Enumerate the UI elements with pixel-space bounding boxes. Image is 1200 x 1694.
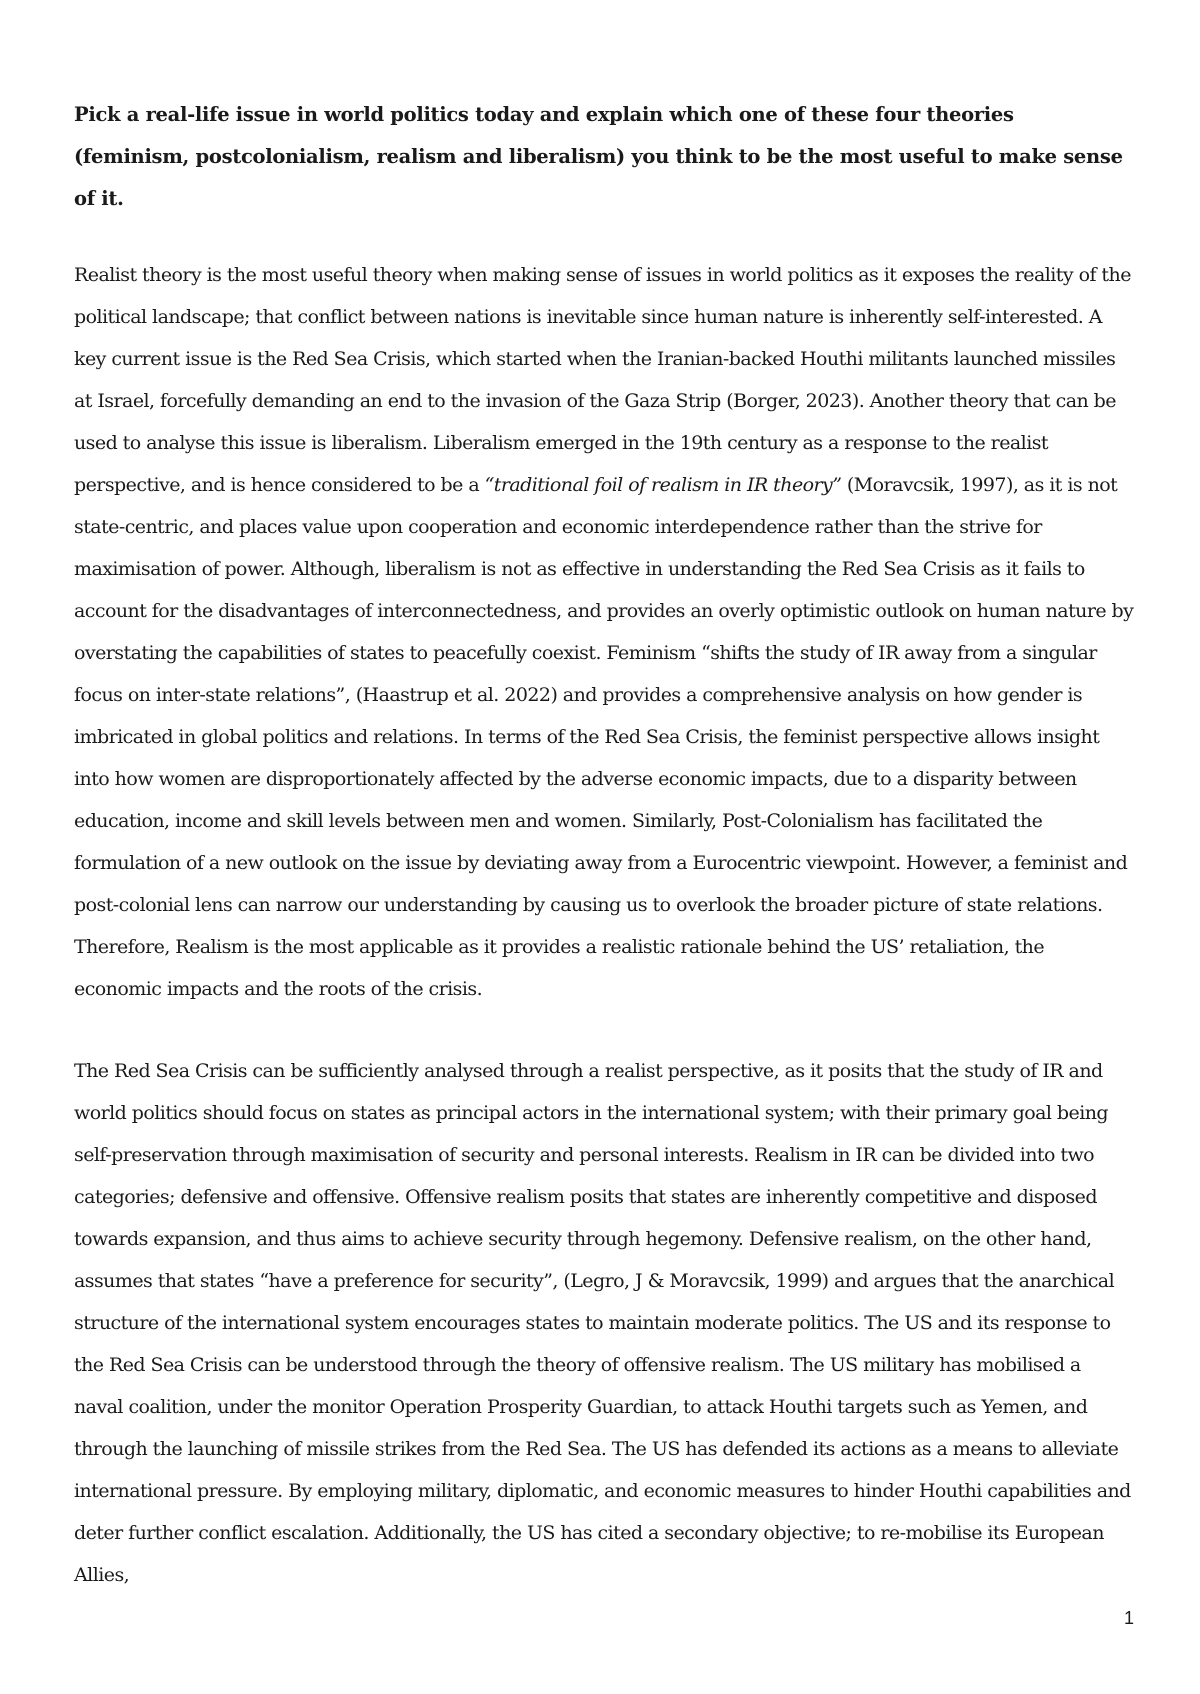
- page-number: 1: [1123, 1608, 1134, 1628]
- paragraph-text: Realist theory is the most useful theory when making sense of issues in world politics as it exposes the reality of the political landscape; that conflict between nations is inevitable since human nature is inherently self-interested. A key current issue is the Red Sea Crisis, which started when the Iranian-backed Houthi militants launched missiles at Israel, forcefully demanding an end to the invasion of the Gaza Strip (Borger, 2023). Another theory that can be used to analyse this issue is liberalism. Liberalism emerged in the 19th century as a response to the realist perspective, and is hence considered to be a: [74, 264, 1131, 496]
- document-body: [74, 94, 1134, 1596]
- paragraph-realism-analysis: The Red Sea Crisis can be sufficiently analysed through a realist perspective, as it posits that the study of IR and world politics should focus on states as principal actors in the international system; with their primary goal being self-preservation through maximisation of security and personal interests. Realism in IR can be divided into two categories; defensive and offensive. Offensive realism posits that states are inherently competitive and disposed towards expansion, and thus aims to achieve security through hegemony. Defensive realism, on the other hand, assumes that states “have a preference for security”, (Legro, J & Moravcsik, 1999) and argues that the anarchical structure of the international system encourages states to maintain moderate politics. The US and its response to the Red Sea Crisis can be understood through the theory of offensive realism. The US military has mobilised a naval coalition, under the monitor Operation Prosperity Guardian, to attack Houthi targets such as Yemen, and through the launching of missile strikes from the Red Sea. The US has defended its actions as a means to alleviate international pressure. By employing military, diplomatic, and economic measures to hinder Houthi capabilities and deter further conflict escalation. Additionally, the US has cited a secondary objective; to re-mobilise its European Allies,: [74, 1060, 1131, 1586]
- spacer: [74, 1010, 1134, 1050]
- paragraph-introduction: [74, 254, 1134, 1010]
- spacer: [74, 220, 1134, 254]
- paragraph-text: (Moravcsik, 1997), as it is not state-centric, and places value upon cooperation and economic interdependence rather than the strive for maximisation of power. Although, liberalism is not as effective in understanding the Red Sea Crisis as it fails to account for the disadvantages of interconnectedness, and provides an overly optimistic outlook on human nature by overstating the capabilities of states to peacefully coexist. Feminism “shifts the study of IR away from a singular focus on inter-state relations”, (Haastrup et al. 2022) and provides a comprehensive analysis on how gender is imbricated in global politics and relations. In terms of the Red Sea Crisis, the feminist perspective allows insight into how women are disproportionately affected by the adverse economic impacts, due to a disparity between education, income and skill levels between men and women. Similarly, Post-Colonialism has facilitated the formulation of a new outlook on the issue by deviating away from a Eurocentric viewpoint. However, a feminist and post-colonial lens can narrow our understanding by causing us to overlook the broader picture of state relations. Therefore, Realism is the most applicable as it provides a realistic rationale behind the US’ retaliation, the economic impacts and the roots of the crisis.: [74, 474, 1134, 1000]
- italic-quote: “traditional foil of realism in IR theory”: [484, 474, 842, 496]
- essay-question-heading: Pick a real-life issue in world politics today and explain which one of these four theories (feminism, postcolonialism, realism and liberalism) you think to be the most useful to make sense of it.: [74, 103, 1123, 210]
